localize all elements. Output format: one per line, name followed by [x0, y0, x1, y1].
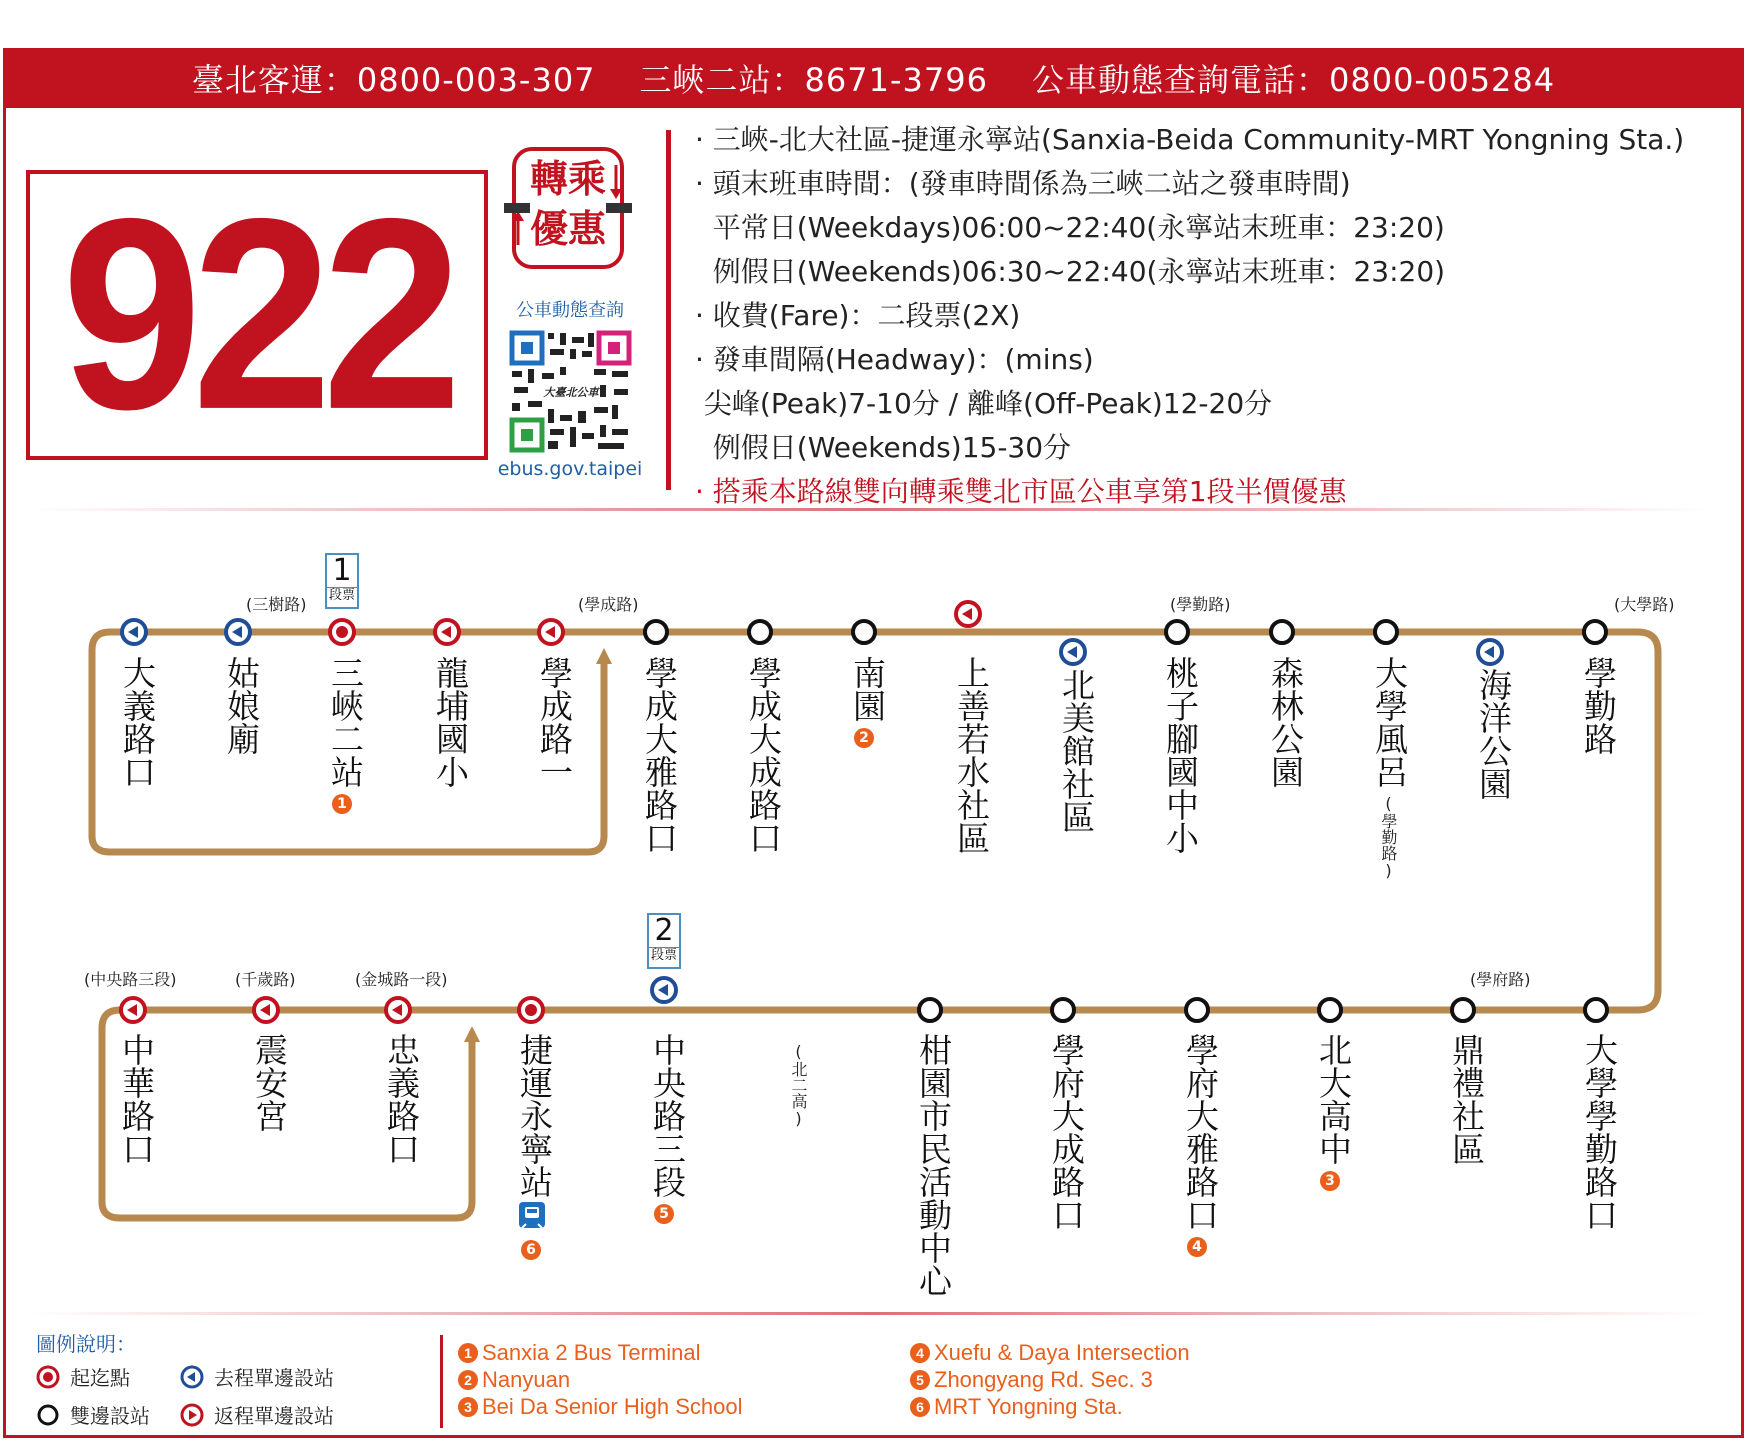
stop-road-note: (金城路一段)	[355, 970, 448, 989]
terminal-note-6	[910, 1394, 1123, 1420]
top-stop-marker	[435, 620, 459, 644]
info-headway-weekend: 例假日(Weekends)15-30分	[695, 431, 1072, 464]
terminal-num-badge: 4	[910, 1343, 930, 1363]
terminal-num-badge: 3	[458, 1397, 478, 1417]
top-stop-name[interactable]: 學成大成路口	[744, 656, 783, 854]
legend-terminal-label: 起迄點	[70, 1366, 130, 1390]
terminal-num-badge: 2	[458, 1370, 478, 1390]
stop-road-note: (三樹路)	[246, 595, 307, 614]
bottom-stop-name[interactable]: 忠義路口	[382, 1033, 421, 1165]
top-stop-name[interactable]: 大義路口	[118, 656, 157, 788]
legend-return	[180, 1400, 334, 1429]
fare-segment-1	[325, 553, 359, 609]
bottom-stop-name[interactable]: 震安宮	[250, 1033, 289, 1132]
info-headway-header: · 發車間隔(Headway)：(mins)	[695, 343, 1094, 376]
legend-return-label: 返程單邊設站	[214, 1404, 334, 1428]
terminal-note-2	[458, 1367, 570, 1393]
top-stop-name[interactable]: 姑娘廟	[222, 656, 261, 755]
terminal-num-badge: 5	[910, 1370, 930, 1390]
top-stop-marker	[1271, 621, 1293, 643]
legend-outbound-label: 去程單邊設站	[214, 1366, 334, 1390]
both-sides-stop-icon	[36, 1403, 60, 1427]
phone-bus-info: 公車動態查詢電話：0800-005284	[1031, 61, 1556, 99]
bottom-stop-marker	[121, 998, 145, 1022]
top-stop-name[interactable]: 海洋公園	[1474, 668, 1513, 800]
legend-title: 圖例說明：	[36, 1332, 136, 1356]
terminal-note-4	[910, 1340, 1190, 1366]
return-stop-icon	[180, 1403, 204, 1427]
terminal-note-label: Zhongyang Rd. Sec. 3	[934, 1367, 1153, 1392]
terminal-note-label: MRT Yongning Sta.	[934, 1394, 1123, 1419]
top-stop-marker	[749, 621, 771, 643]
stop-road-note: (學勤路)	[1170, 595, 1231, 614]
qr-url[interactable]: ebus.gov.taipei	[497, 458, 643, 480]
top-stop-marker	[122, 620, 146, 644]
loop-arrow-icon	[464, 1026, 480, 1042]
top-stop-marker	[330, 620, 354, 644]
legend-both	[36, 1400, 150, 1429]
info-weekday-time: 平常日(Weekdays)06:00~22:40(永寧站末班車：23:20)	[695, 211, 1445, 244]
info-weekend-time: 例假日(Weekends)06:30~22:40(永寧站末班車：23:20)	[695, 255, 1446, 288]
terminal-note-label: Bei Da Senior High School	[482, 1394, 743, 1419]
top-stop-marker	[956, 602, 980, 626]
terminal-num-badge: 5	[654, 1204, 674, 1224]
bottom-stop-marker	[519, 998, 543, 1022]
info-route-name: · 三峽-北大社區-捷運永寧站(Sanxia-Beida Community-MRT Yongning Sta.)	[695, 123, 1685, 156]
top-stop-marker	[1478, 640, 1502, 664]
top-stop-name[interactable]: 學成路一	[535, 656, 574, 788]
top-stop-name[interactable]: 桃子腳國中小	[1161, 656, 1200, 854]
info-time-header: · 頭末班車時間：(發車時間係為三峽二站之發車時間)	[695, 167, 1351, 200]
top-stop-name[interactable]: 上善若水社區	[952, 656, 991, 854]
stop-road-note: (大學路)	[1614, 595, 1675, 614]
top-stop-name[interactable]: 龍埔國小	[431, 656, 470, 788]
top-stop-marker	[1061, 640, 1085, 664]
loop-arrow-icon	[596, 648, 612, 664]
terminal-num-badge: 1	[458, 1343, 478, 1363]
top-stop-marker	[645, 621, 667, 643]
bottom-stop-name[interactable]: 鼎禮社區	[1447, 1033, 1486, 1165]
top-stop-name[interactable]: 學勤路	[1579, 656, 1618, 755]
phone-taipei-bus: 臺北客運：0800-003-307	[191, 61, 596, 99]
outbound-stop-icon	[180, 1365, 204, 1389]
terminal-num-badge: 2	[854, 728, 874, 748]
qr-title: 公車動態查詢	[516, 300, 624, 321]
top-stop-marker	[1375, 621, 1397, 643]
top-stop-name[interactable]: 南園	[848, 656, 887, 722]
badge-line-2: 優惠	[529, 207, 606, 251]
top-stop-name[interactable]: 三峽二站	[326, 656, 365, 788]
bottom-stop-marker	[652, 978, 676, 1002]
bottom-stop-name[interactable]: 捷運永寧站	[515, 1033, 554, 1198]
terminal-num-badge: 6	[910, 1397, 930, 1417]
highway-note: (北二高)	[789, 1042, 808, 1128]
bottom-stop-marker	[254, 998, 278, 1022]
stop-road-note: (中央路三段)	[84, 970, 177, 989]
bottom-stop-marker	[919, 999, 941, 1021]
terminal-note-label: Nanyuan	[482, 1367, 571, 1392]
terminal-num-badge: 4	[1187, 1237, 1207, 1257]
bottom-stop-name[interactable]: 北大高中	[1314, 1033, 1353, 1165]
terminal-note-5	[910, 1367, 1153, 1393]
info-headway-peak: 尖峰(Peak)7-10分 / 離峰(Off-Peak)12-20分	[695, 387, 1273, 420]
top-stop-marker	[853, 621, 875, 643]
stop-road-note: (千歲路)	[235, 970, 296, 989]
bottom-stop-marker	[1186, 999, 1208, 1021]
terminal-note-label: Sanxia 2 Bus Terminal	[482, 1340, 701, 1365]
top-stop-name[interactable]: 大學風呂	[1370, 656, 1409, 788]
stop-road-note: (學府路)	[1470, 970, 1531, 989]
bottom-stop-marker	[386, 998, 410, 1022]
terminal-num-badge: 6	[521, 1240, 541, 1260]
legend-divider	[440, 1335, 443, 1428]
legend-outbound	[180, 1362, 334, 1391]
bottom-stop-name[interactable]: 柑園市民活動中心	[914, 1033, 953, 1297]
segment-number: 1	[332, 553, 352, 588]
segment-label: 段票	[328, 588, 355, 603]
qr-center-label: 大臺北公車	[543, 386, 599, 399]
top-stop-marker	[539, 620, 563, 644]
bottom-stop-name[interactable]: 學府大雅路口	[1181, 1033, 1220, 1231]
top-stop-marker	[1166, 621, 1188, 643]
stop-road-note: (學勤路)	[1379, 794, 1398, 880]
badge-line-1: 轉乘	[529, 157, 606, 201]
terminal-stop-icon	[36, 1365, 60, 1389]
info-fare: · 收費(Fare)：二段票(2X)	[695, 299, 1021, 332]
top-stop-name[interactable]: 森林公園	[1266, 656, 1305, 788]
segment-label: 段票	[650, 948, 677, 963]
bottom-stop-marker	[1585, 999, 1607, 1021]
bottom-stop-name[interactable]: 中央路三段	[648, 1033, 687, 1198]
terminal-num-badge: 3	[1320, 1171, 1340, 1191]
info-transfer-discount: · 搭乘本路線雙向轉乘雙北市區公車享第1段半價優惠	[695, 475, 1347, 508]
bottom-stop-name[interactable]: 中華路口	[117, 1033, 156, 1165]
legend-both-label: 雙邊設站	[70, 1404, 150, 1428]
top-stop-marker	[226, 620, 250, 644]
terminal-num-badge: 1	[332, 794, 352, 814]
bottom-stop-marker	[1319, 999, 1341, 1021]
legend-terminal	[36, 1362, 130, 1391]
stop-road-note: (學成路)	[578, 595, 639, 614]
top-stop-name[interactable]: 學成大雅路口	[640, 656, 679, 854]
mrt-icon	[519, 1202, 545, 1228]
top-stop-name[interactable]: 北美館社區	[1057, 668, 1096, 833]
segment-number: 2	[654, 913, 674, 948]
bottom-stop-name[interactable]: 學府大成路口	[1047, 1033, 1086, 1231]
bottom-stop-marker	[1452, 999, 1474, 1021]
bottom-stop-marker	[1052, 999, 1074, 1021]
fare-segment-2	[647, 913, 681, 969]
top-stop-marker	[1584, 621, 1606, 643]
route-number: 922	[61, 162, 453, 467]
terminal-note-label: Xuefu & Daya Intersection	[934, 1340, 1190, 1365]
terminal-note-3	[458, 1394, 742, 1420]
bottom-stop-name[interactable]: 大學學勤路口	[1580, 1033, 1619, 1231]
terminal-note-1	[458, 1340, 701, 1366]
phone-sanxia-station: 三峽二站：8671-3796	[639, 61, 988, 99]
